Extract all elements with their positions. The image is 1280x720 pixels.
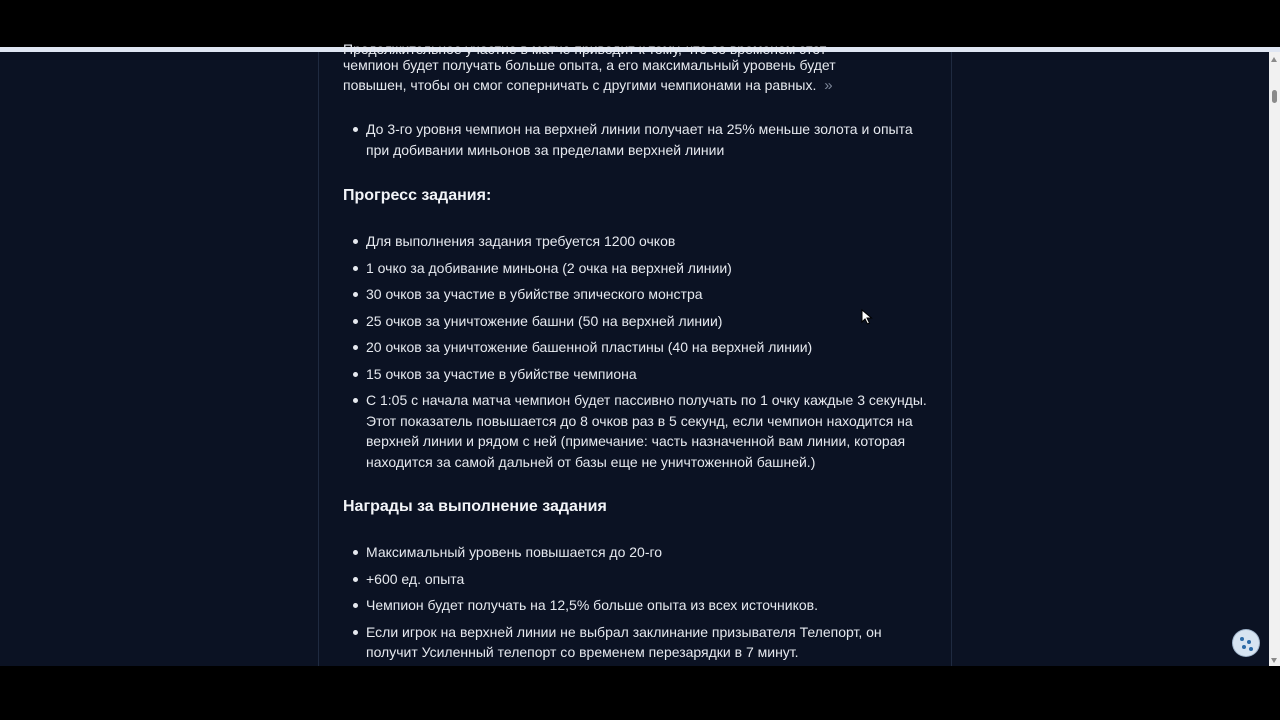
vertical-scrollbar[interactable] [1269, 52, 1280, 666]
list-item: 15 очков за участие в убийстве чемпиона [343, 364, 933, 385]
scroll-up-arrow-icon[interactable] [1271, 57, 1277, 62]
intro-bullet-list [343, 119, 933, 166]
content-column [318, 41, 952, 666]
section-heading-rewards: Награды за выполнение задания [343, 498, 607, 515]
list-item: 30 очков за участие в убийстве эпического монстра [343, 284, 933, 305]
progress-bullet-list [343, 231, 933, 478]
list-item: +600 ед. опыта [343, 569, 933, 590]
arrow-cursor-icon [861, 309, 873, 325]
scrollbar-thumb[interactable] [1272, 90, 1277, 103]
list-item: Чемпион будет получать на 12,5% больше опыта из всех источников. [343, 595, 933, 616]
list-item: До 3-го уровня чемпион на верхней линии получает на 25% меньше золота и опыта при добивании миньонов за пределами верхней линии [343, 119, 933, 160]
read-more-arrow-icon[interactable]: » [824, 77, 833, 94]
cookie-settings-icon[interactable] [1233, 630, 1259, 656]
list-item: Для выполнения задания требуется 1200 очков [343, 231, 933, 252]
page-viewport [0, 41, 1269, 666]
section-heading-progress: Прогресс задания: [343, 187, 492, 204]
cut-off-text-line: Продолжительное участие в матче приводит к тому, что со временем этот [343, 41, 827, 57]
list-item: 20 очков за уничтожение башенной пластины (40 на верхней линии) [343, 337, 933, 358]
list-item: Максимальный уровень повышается до 20-го [343, 542, 933, 563]
quote-line: чемпион будет получать больше опыта, а его максимальный уровень будет [343, 57, 836, 73]
list-item: 25 очков за уничтожение башни (50 на верхней линии) [343, 311, 933, 332]
list-item: 1 очко за добивание миньона (2 очка на верхней линии) [343, 258, 933, 279]
screen-bottom-letterbox [0, 666, 1280, 720]
list-item: Если игрок на верхней линии не выбрал заклинание призывателя Телепорт, он получит Усиленный телепорт со временем перезарядки в 7 минут. [343, 622, 933, 663]
scroll-down-arrow-icon[interactable] [1271, 658, 1277, 663]
list-item: С 1:05 с начала матча чемпион будет пассивно получать по 1 очку каждые 3 секунды. Этот показатель повышается до 8 очков раз в 5 секунд, если чемпион находится на верхней линии и рядом с ней (примечание: часть назначенной вам линии, которая находится за самой дальней от базы еще не уничтоженной башней.) [343, 390, 933, 472]
quote-line: повышен, чтобы он смог соперничать с другими чемпионами на равных. [343, 77, 817, 93]
rewards-bullet-list [343, 542, 933, 669]
quote-block [343, 55, 843, 96]
